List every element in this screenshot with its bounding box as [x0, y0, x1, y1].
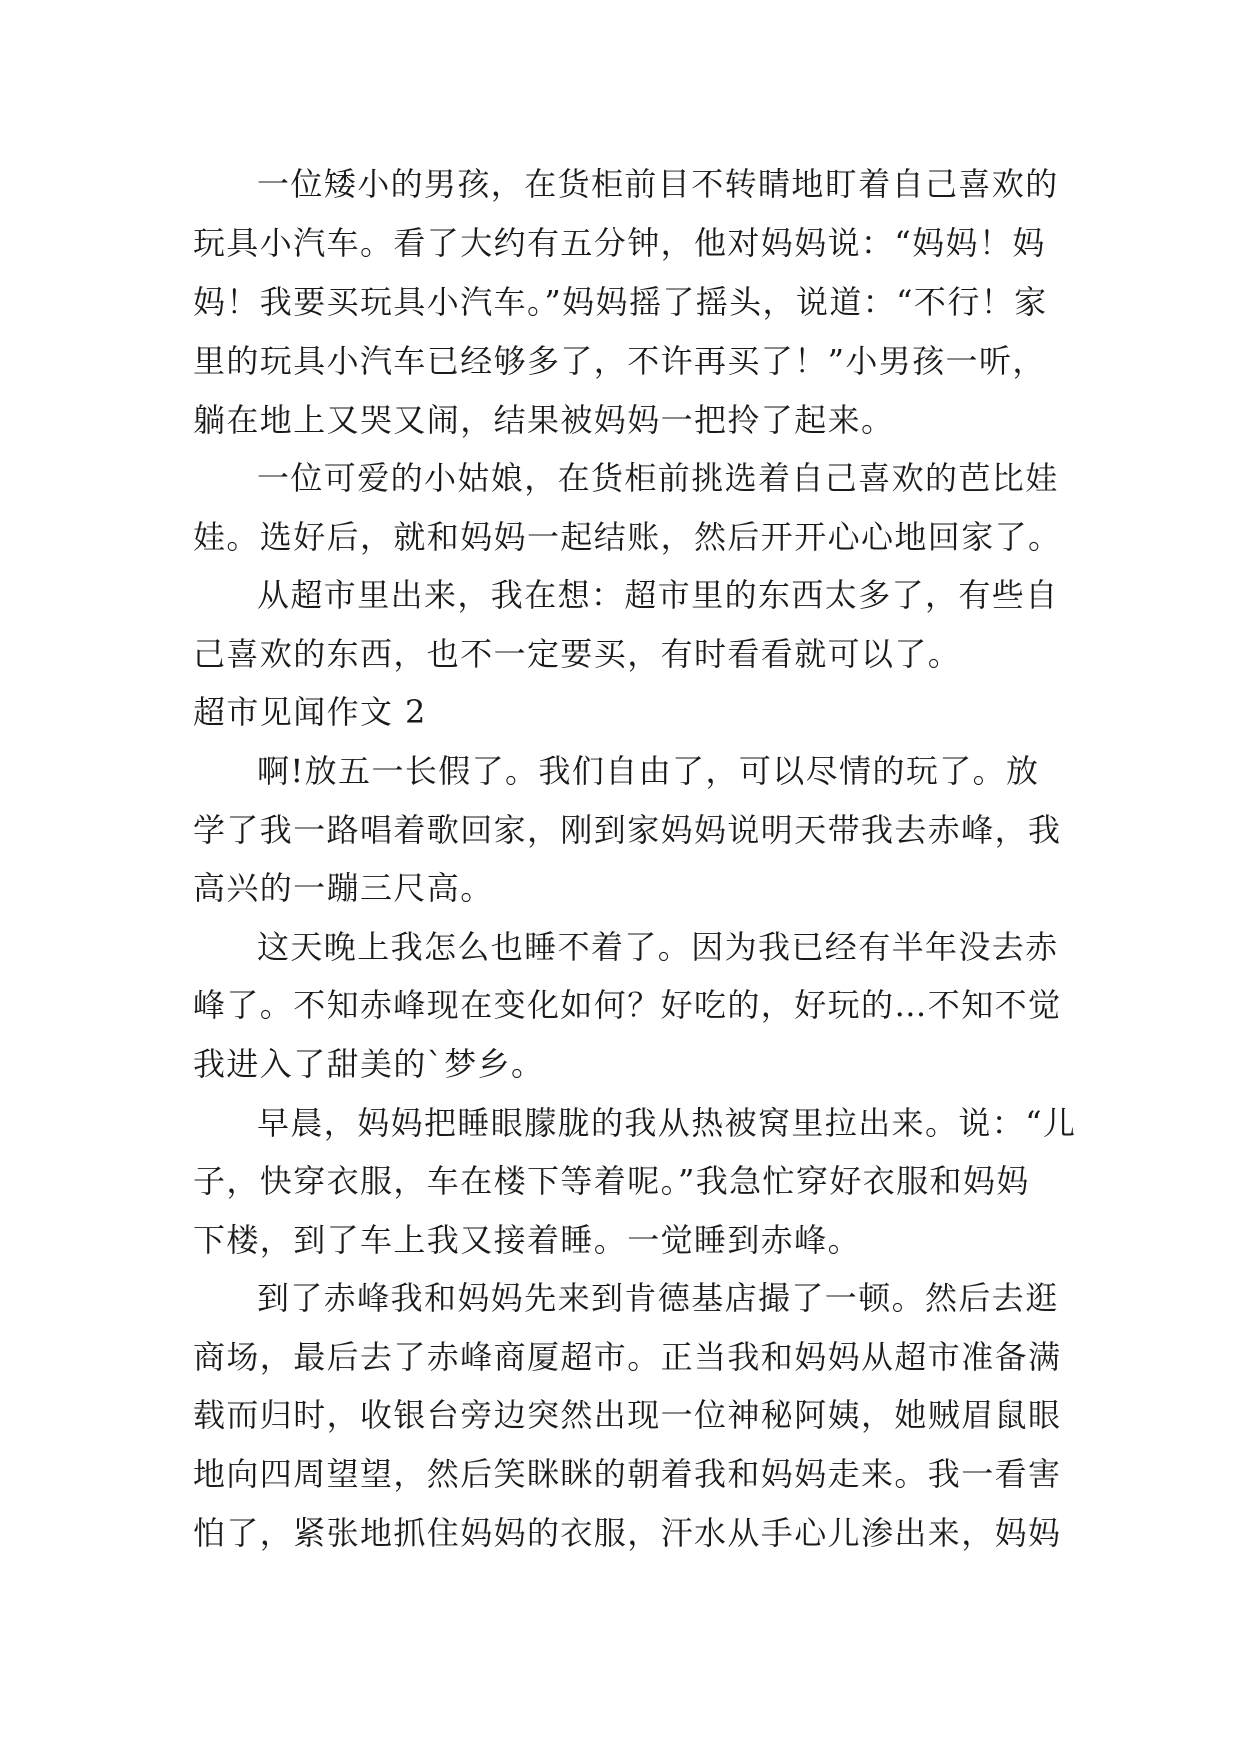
paragraph-line: 躺在地上又哭又闹，结果被妈妈一把拎了起来。 [193, 401, 895, 439]
paragraph-line: 商场，最后去了赤峰商厦超市。正当我和妈妈从超市准备满 [193, 1338, 1062, 1376]
paragraph-line: 地向四周望望，然后笑眯眯的朝着我和妈妈走来。我一看害 [193, 1455, 1062, 1493]
paragraph-line: 娃。选好后，就和妈妈一起结账，然后开开心心地回家了。 [193, 518, 1062, 556]
paragraph-line: 子，快穿衣服，车在楼下等着呢。”我急忙穿好衣服和妈妈 [193, 1162, 1030, 1200]
paragraph-line: 己喜欢的东西，也不一定要买，有时看看就可以了。 [193, 635, 962, 673]
paragraph-line: 怕了，紧张地抓住妈妈的衣服，汗水从手心儿渗出来，妈妈 [193, 1514, 1062, 1552]
paragraph-line: 下楼，到了车上我又接着睡。一觉睡到赤峰。 [193, 1221, 862, 1259]
paragraph-line: 学了我一路唱着歌回家，刚到家妈妈说明天带我去赤峰，我 [193, 811, 1062, 849]
paragraph-line: 从超市里出来，我在想：超市里的东西太多了，有些自 [257, 576, 1059, 614]
paragraph-line: 峰了。不知赤峰现在变化如何？好吃的，好玩的…不知不觉 [193, 986, 1062, 1024]
paragraph-line: 一位可爱的小姑娘，在货柜前挑选着自己喜欢的芭比娃 [257, 459, 1059, 497]
paragraph-line: 这天晚上我怎么也睡不着了。因为我已经有半年没去赤 [257, 928, 1059, 966]
paragraph-line: 玩具小汽车。看了大约有五分钟，他对妈妈说：“妈妈！妈 [193, 224, 1046, 262]
paragraph-line: 到了赤峰我和妈妈先来到肯德基店撮了一顿。然后去逛 [257, 1279, 1059, 1317]
paragraph-line: 里的玩具小汽车已经够多了，不许再买了！”小男孩一听， [193, 342, 1046, 380]
paragraph-line: 早晨，妈妈把睡眼朦胧的我从热被窝里拉出来。说：“儿 [257, 1104, 1077, 1142]
paragraph-line: 一位矮小的男孩，在货柜前目不转睛地盯着自己喜欢的 [257, 165, 1059, 203]
paragraph-line: 我进入了甜美的`梦乡。 [193, 1045, 545, 1083]
paragraph-line: 妈！我要买玩具小汽车。”妈妈摇了摇头，说道：“不行！家 [193, 283, 1048, 321]
paragraph-line: 啊!放五一长假了。我们自由了，可以尽情的玩了。放 [257, 752, 1040, 790]
paragraph-line: 载而归时，收银台旁边突然出现一位神秘阿姨，她贼眉鼠眼 [193, 1396, 1062, 1434]
section-heading: 超市见闻作文 2 [193, 693, 427, 731]
paragraph-line: 高兴的一蹦三尺高。 [193, 869, 494, 907]
